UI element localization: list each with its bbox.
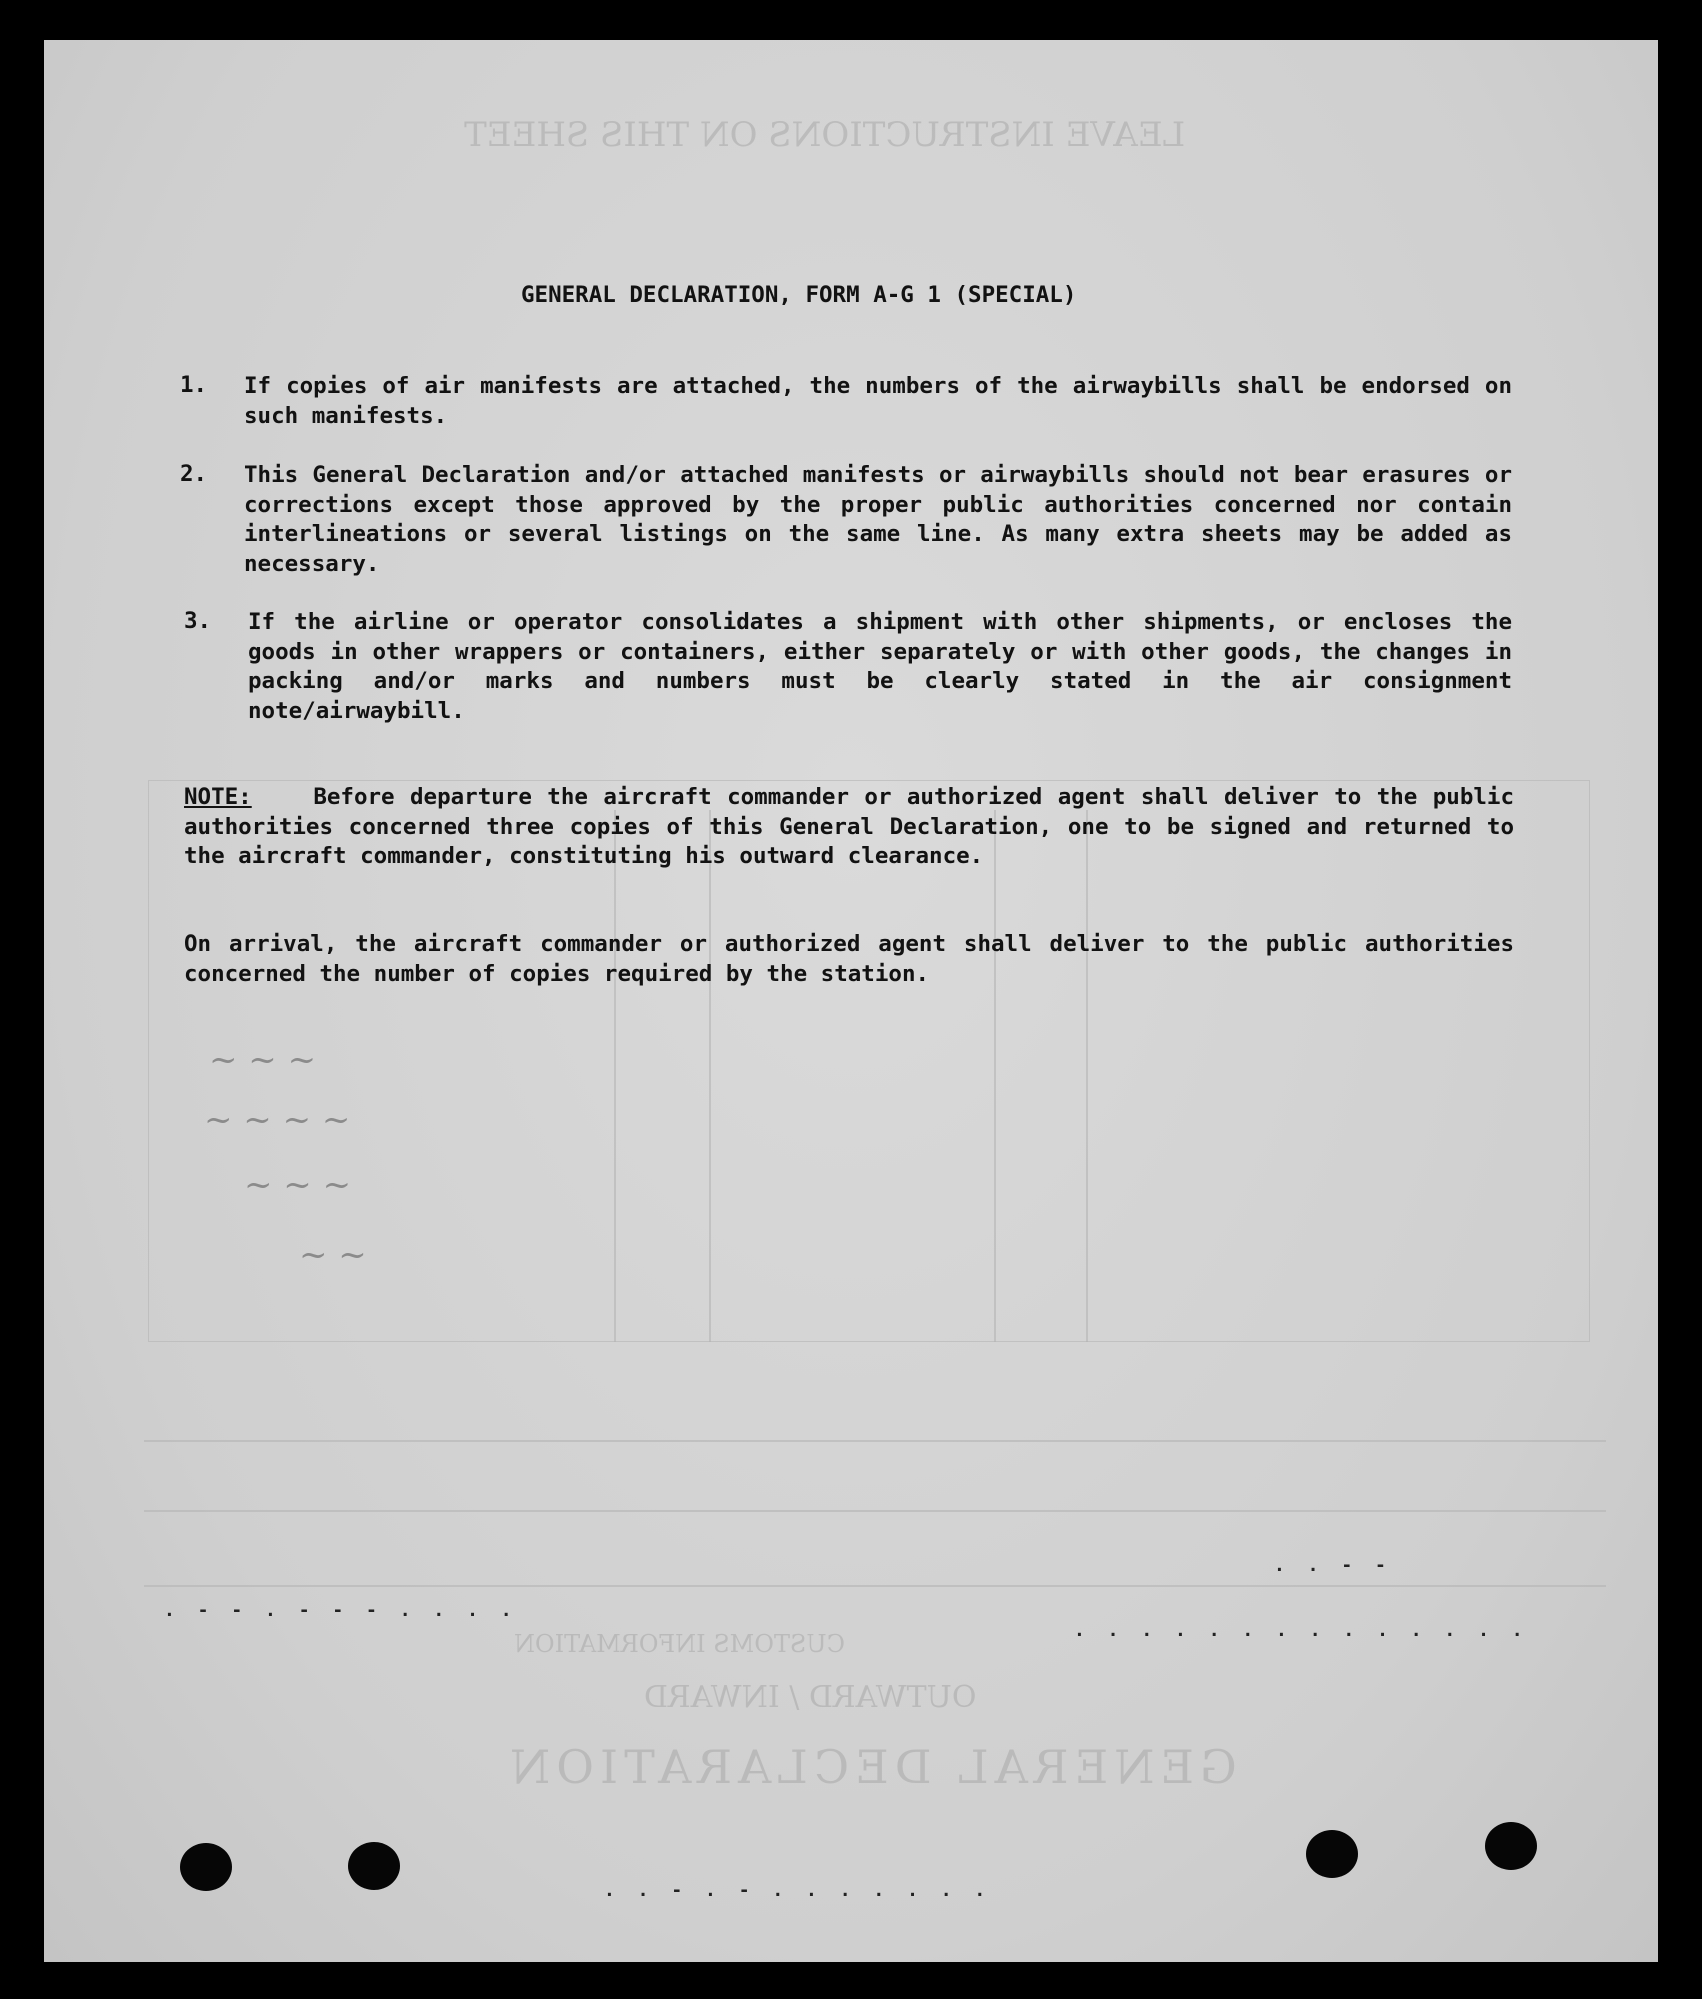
dotted-line: . . - - [1274,1555,1392,1576]
bleed-through-heading: LEAVE INSTRUCTIONS ON THIS SHEET [464,115,1186,155]
punch-hole [1485,1822,1537,1870]
bleed-through-subtitle: OUTWARD / INWARD [644,1680,977,1715]
bleed-through-col-3 [994,810,996,1342]
item-number: 2. [180,461,208,487]
bleed-through-rule-2 [144,1510,1606,1512]
document-page [44,40,1658,1962]
note-text: Before departure the aircraft commander or authorized agent shall deliver to the public authorities concerned three copies of this General Declaration, one to be signed and returned to the aircraft commander, constituting his outward clearance. [184,784,1514,869]
item-text: If copies of air manifests are attached, the numbers of the airwaybills shall be endorsed on such manifests. [244,373,1512,429]
note-paragraph [184,783,1514,872]
note-label: NOTE: [184,784,252,810]
dotted-line: . . - . - . . . . . . . [604,1880,992,1901]
dotted-line: . . . . . . . . . . . . . . [1074,1620,1529,1641]
bleed-through-line: CUSTOMS INFORMATION [514,1630,845,1658]
item-text: This General Declaration and/or attached manifests or airwaybills should not bear erasures or corrections except those approved by the proper public authorities concerned nor contain interlineations or several listings on the same line. As many extra sheets may be added as necessary. [244,462,1512,577]
punch-hole [348,1842,400,1890]
page-title: GENERAL DECLARATION, FORM A-G 1 (SPECIAL) [521,282,1077,308]
bleed-through-col-1 [614,810,616,1342]
punch-hole [1306,1830,1358,1878]
dotted-line: . - - . - - - . . . . [164,1600,518,1621]
arrival-paragraph: On arrival, the aircraft commander or authorized agent shall deliver to the public authorities concerned the number of copies required by the station. [184,931,1514,987]
handwriting-mark: ~ ~ ~ [244,1165,352,1205]
handwriting-mark: ~ ~ ~ [209,1040,317,1080]
bleed-through-rule-3 [144,1585,1606,1587]
bleed-through-col-2 [709,810,711,1342]
punch-hole [180,1843,232,1891]
item-number: 3. [184,608,212,634]
handwriting-mark: ~ ~ ~ ~ [204,1100,351,1140]
bleed-through-rule-1 [144,1440,1606,1442]
item-text: If the airline or operator consolidates a shipment with other shipments, or encloses the goods in other wrappers or containers, either separately or with other goods, the changes in packing and/or marks and numbers must be clearly stated in the air consignment note/airwaybill. [248,609,1512,724]
bleed-through-col-4 [1086,810,1088,1342]
bleed-through-title: GENERAL DECLARATION [504,1740,1237,1794]
handwriting-mark: ~ ~ [299,1235,367,1275]
item-number: 1. [180,372,208,398]
